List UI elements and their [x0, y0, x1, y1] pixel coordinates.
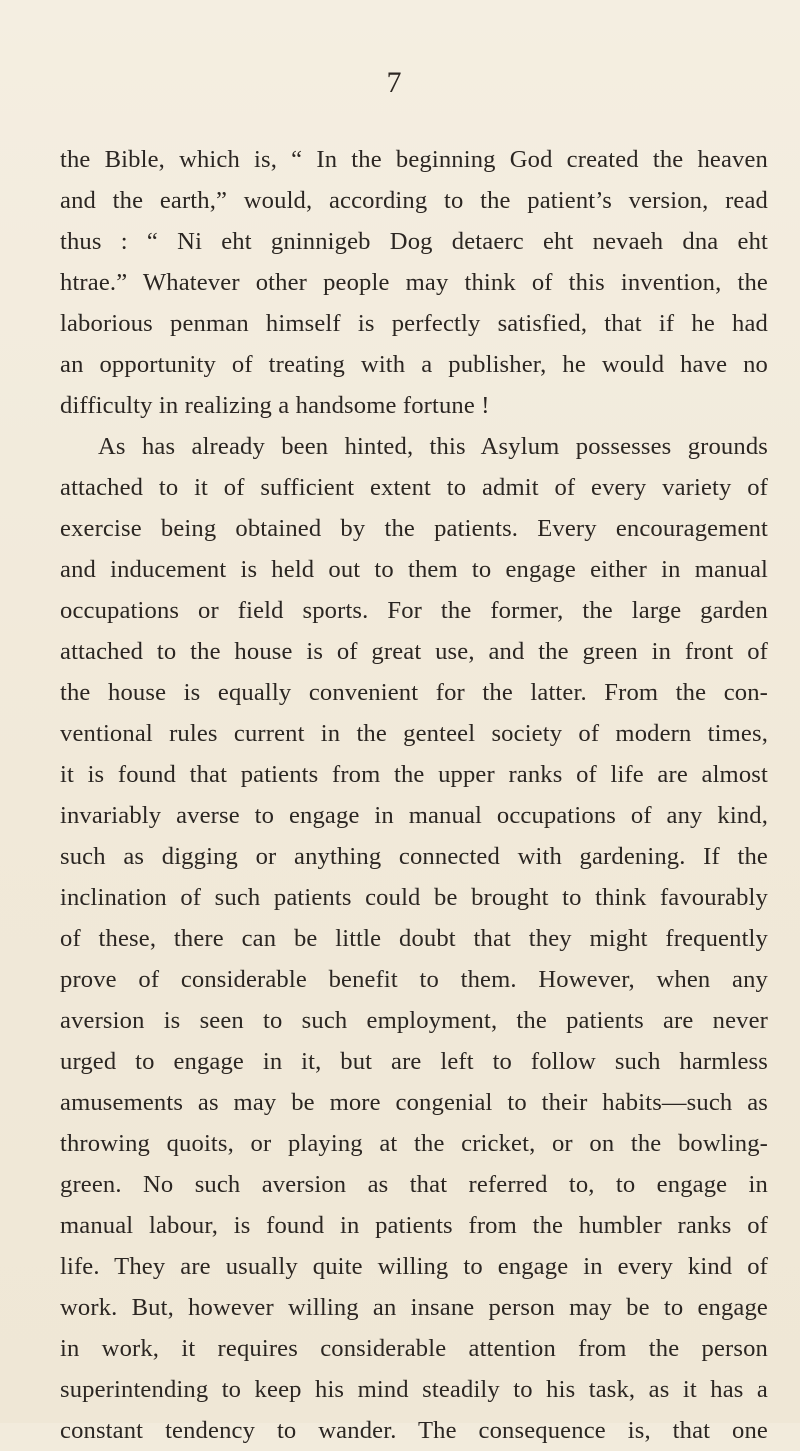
text-line: work. But, however willing an insane person may be to engage [60, 1294, 768, 1321]
text-line: laborious penman himself is perfectly satisfied, that if he had [60, 310, 768, 337]
text-line: and the earth,” would, according to the patient’s version, read [60, 187, 768, 214]
text-line: such as digging or anything connected with gardening. If the [60, 843, 768, 870]
text-line: inclination of such patients could be brought to think favourably [60, 884, 768, 911]
paragraph-start-line: As has already been hinted, this Asylum possesses grounds [98, 433, 768, 460]
text-line: constant tendency to wander. The consequence is, that one [60, 1417, 768, 1444]
text-line: difficulty in realizing a handsome fortune ! [60, 392, 490, 419]
text-line: aversion is seen to such employment, the patients are never [60, 1007, 768, 1034]
text-line: it is found that patients from the upper ranks of life are almost [60, 761, 768, 788]
text-line: attached to it of sufficient extent to admit of every variety of [60, 474, 768, 501]
text-line: attached to the house is of great use, and the green in front of [60, 638, 768, 665]
text-line: green. No such aversion as that referred to, to engage in [60, 1171, 768, 1198]
text-line: amusements as may be more congenial to their habits—such as [60, 1089, 768, 1116]
text-line: thus : “ Ni eht gninnigeb Dog detaerc eht nevaeh dna eht [60, 228, 768, 255]
text-line: manual labour, is found in patients from the humbler ranks of [60, 1212, 768, 1239]
text-line: and inducement is held out to them to engage either in manual [60, 556, 768, 583]
text-line: ventional rules current in the genteel society of modern times, [60, 720, 768, 747]
text-line: of these, there can be little doubt that they might frequently [60, 925, 768, 952]
page-number: 7 [386, 66, 402, 99]
text-line: the Bible, which is, “ In the beginning God created the heaven [60, 146, 768, 173]
body-text [60, 139, 768, 1451]
text-line: throwing quoits, or playing at the cricket, or on the bowling- [60, 1130, 768, 1157]
text-line: life. They are usually quite willing to engage in every kind of [60, 1253, 768, 1280]
text-line: occupations or field sports. For the former, the large garden [60, 597, 768, 624]
text-line: the house is equally convenient for the latter. From the con- [60, 679, 768, 706]
text-line: prove of considerable benefit to them. However, when any [60, 966, 768, 993]
text-line: urged to engage in it, but are left to follow such harmless [60, 1048, 768, 1075]
text-line: an opportunity of treating with a publisher, he would have no [60, 351, 768, 378]
text-line: htrae.” Whatever other people may think of this invention, the [60, 269, 768, 296]
text-line: exercise being obtained by the patients. Every encouragement [60, 515, 768, 542]
text-line: in work, it requires considerable attention from the person [60, 1335, 768, 1362]
text-line: invariably averse to engage in manual occupations of any kind, [60, 802, 768, 829]
text-line: superintending to keep his mind steadily to his task, as it has a [60, 1376, 768, 1403]
